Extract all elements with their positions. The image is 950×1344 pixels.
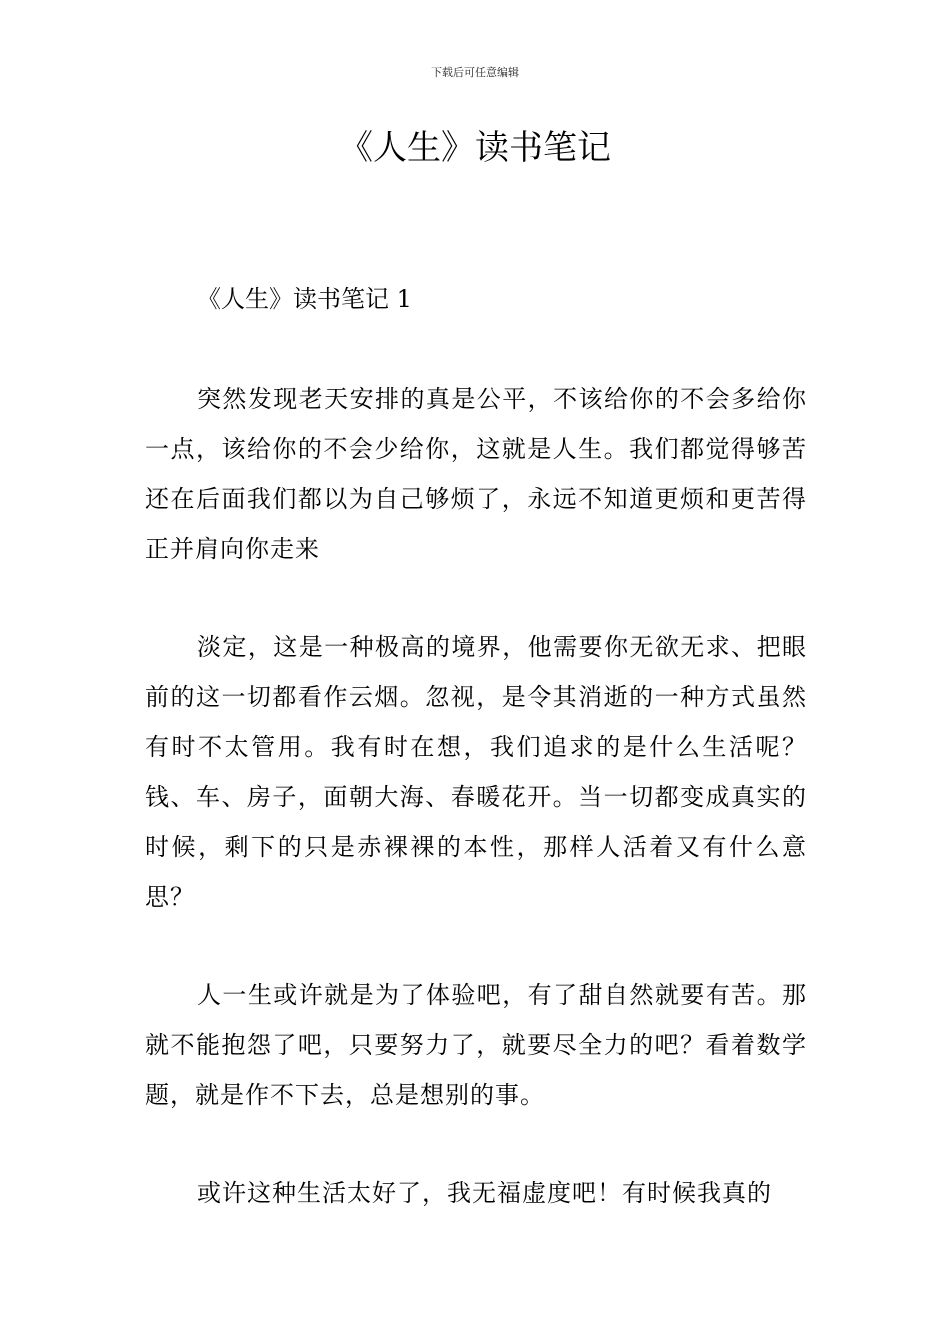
page-title: 《人生》读书笔记: [339, 128, 611, 168]
paragraph-4: 或许这种生活太好了，我无福虚度吧！有时候我真的: [197, 1179, 772, 1207]
paragraph-2: 淡定，这是一种极高的境界，他需要你无欲无求、把眼前的这一切都看作云烟。忽视，是令其消逝的一种方式虽然有时不太管用。我有时在想，我们追求的是什么生活呢？钱、车、房子，面朝大海、春暖花开。当一切都变成真实的时候，剩下的只是赤裸裸的本性，那样人活着又有什么意思？: [145, 633, 807, 911]
paragraph-1: 突然发现老天安排的真是公平，不该给你的不会多给你一点，该给你的不会少给你，这就是人生。我们都觉得够苦还在后面我们都以为自己够烦了，永远不知道更烦和更苦得正并肩向你走来: [145, 385, 807, 563]
section-heading: 《人生》读书笔记 1: [197, 285, 412, 313]
paragraph-3: 人一生或许就是为了体验吧，有了甜自然就要有苦。那就不能抱怨了吧，只要努力了，就要尽全力的吧？看着数学题，就是作不下去，总是想别的事。: [145, 981, 807, 1109]
header-note: 下载后可任意编辑: [431, 66, 519, 79]
